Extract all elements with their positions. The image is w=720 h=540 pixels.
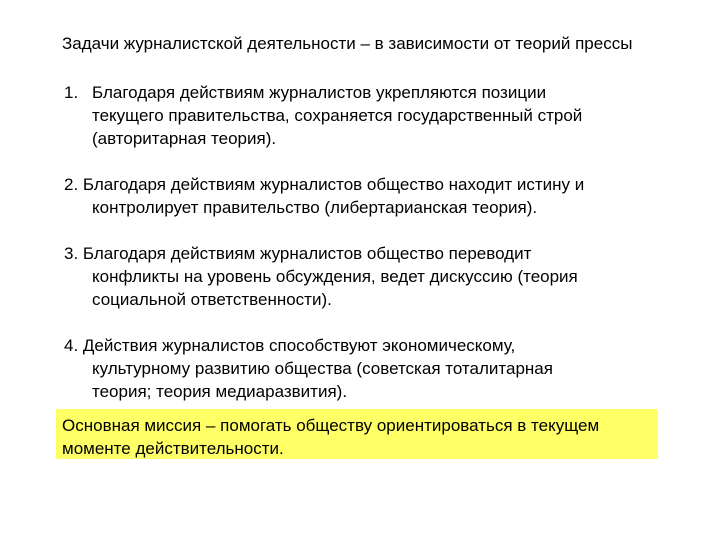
item-text: культурному развитию общества (советская тоталитарная — [92, 359, 553, 378]
list-item-4 — [64, 334, 634, 403]
item-text: теория; теория медиаразвития). — [92, 382, 348, 401]
item-text: текущего правительства, сохраняется государственный строй — [92, 106, 583, 125]
item-text: социальной ответственности). — [92, 290, 332, 309]
item-number: 3. — [64, 244, 79, 263]
item-text: конфликты на уровень обсуждения, ведет дискуссию (теория — [92, 267, 578, 286]
note-text: Основная миссия – помогать обществу ориентироваться в текущем — [62, 416, 600, 435]
item-number: 1. — [64, 83, 79, 102]
item-text: контролирует правительство (либертарианская теория). — [92, 198, 538, 217]
note-text: моменте действительности. — [62, 439, 284, 458]
mission-note — [56, 409, 658, 459]
list-item-2 — [64, 173, 634, 219]
item-text: Действия журналистов способствуют экономическому, — [82, 336, 516, 355]
tasks-list — [64, 81, 634, 426]
item-text: Благодаря действиям журналистов укрепляются позиции — [92, 83, 547, 102]
item-text: Благодаря действиям журналистов общество находит истину и — [82, 175, 585, 194]
page-title: Задачи журналистской деятельности – в зависимости от теорий прессы — [62, 34, 633, 53]
item-text: (авторитарная теория). — [92, 129, 277, 148]
item-number: 2. — [64, 175, 79, 194]
item-text: Благодаря действиям журналистов общество переводит — [82, 244, 532, 263]
list-item-3 — [64, 242, 634, 311]
list-item-1 — [64, 81, 634, 150]
item-number: 4. — [64, 336, 79, 355]
